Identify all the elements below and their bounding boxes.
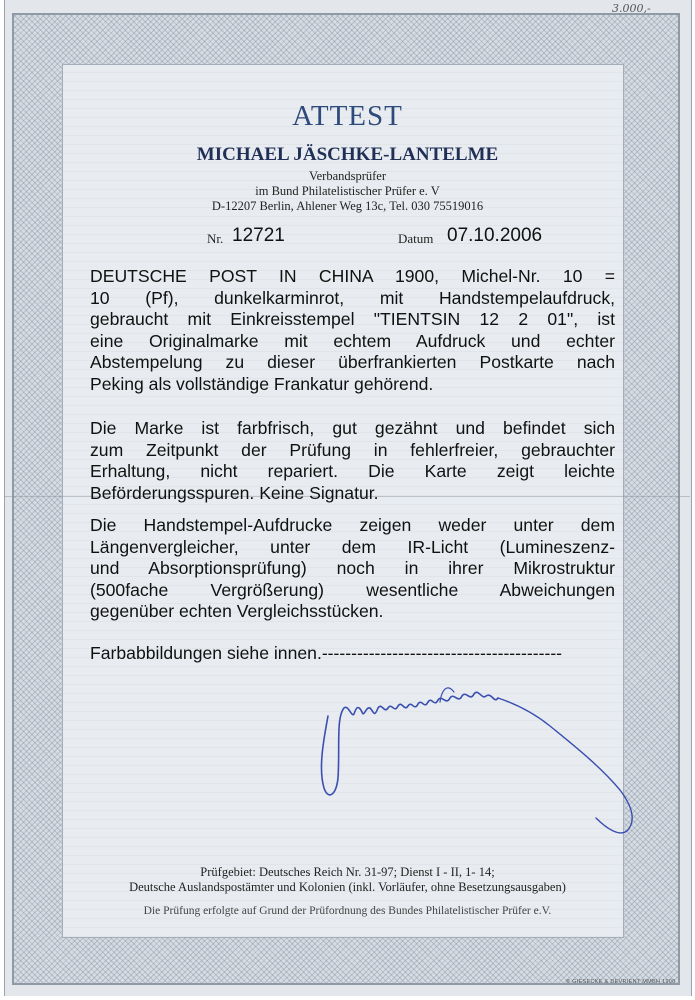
examiner-signature (310, 678, 645, 848)
printer-imprint: ® GIESECKE & DEVRIENT MMBH 1900 (566, 979, 676, 985)
certificate-number: 12721 (232, 225, 285, 246)
examiner-role: Verbandsprüfer (308, 169, 387, 183)
examiner-name: MICHAEL JÄSCHKE-LANTELME (196, 144, 499, 165)
date-label: Datum (398, 231, 434, 246)
text-line: zum Zeitpunkt der Prüfung in fehlerfreier, gebrauchter (90, 439, 615, 460)
certificate-title: ATTEST (292, 100, 403, 132)
paragraph-stamp-description (90, 266, 615, 395)
text-line: eine Originalmarke mit echtem Aufdruck und echter (90, 330, 615, 351)
examination-scope-line1: Prüfgebiet: Deutsches Reich Nr. 31-97; Dienst I - II, 1- 14; (200, 865, 495, 879)
text-line: Beförderungsspuren. Keine Signatur. (90, 482, 379, 503)
paragraph-examination (90, 515, 615, 623)
examination-scope-line2: Deutsche Auslandspostämter und Kolonien (inkl. Vorläufer, ohne Besetzungsausgaben) (129, 880, 566, 894)
text-line: Farbabbildungen siehe innen.----------------------------------------- (90, 643, 563, 663)
color-illustration-note (90, 643, 615, 665)
paragraph-condition (90, 418, 615, 504)
text-line: Die Handstempel-Aufdrucke zeigen weder unter dem (90, 515, 615, 535)
examiner-address: D-12207 Berlin, Ahlener Weg 13c, Tel. 030 75519016 (211, 199, 484, 213)
certificate-date: 07.10.2006 (447, 225, 543, 246)
examiner-association: im Bund Philatelistischer Prüfer e. V (255, 184, 440, 198)
text-line: Die Marke ist farbfrisch, gut gezähnt und befindet sich (90, 418, 615, 438)
text-line: (500fache Vergrößerung) wesentliche Abweichungen (90, 579, 615, 600)
nr-label: Nr. (207, 231, 224, 246)
regulation-notice: Die Prüfung erfolgte auf Grund der Prüfordnung des Bundes Philatelistischer Prüfer e.V. (143, 905, 552, 917)
text-line: gebraucht mit Einkreisstempel "TIENTSIN 12 2 01", ist (90, 309, 615, 329)
text-line: Erhaltung, nicht repariert. Die Karte zeigt leichte (90, 461, 615, 481)
text-line: Abstempelung zu dieser überfrankierten Postkarte nach (90, 352, 615, 372)
text-line: und Absorptionsprüfung) noch in ihrer Mikrostruktur (90, 558, 615, 578)
text-line: 10 (Pf), dunkelkarminrot, mit Handstempelaufdruck, (90, 287, 615, 308)
text-line: DEUTSCHE POST IN CHINA 1900, Michel-Nr. 10 = (90, 266, 615, 286)
text-line: gegenüber echten Vergleichsstücken. (90, 601, 384, 621)
text-line: Längenvergleicher, unter dem IR-Licht (Lumineszenz- (90, 536, 615, 557)
corner-price-note: 3.000,- (612, 2, 651, 15)
text-line: Peking als vollständige Frankatur gehörend. (90, 373, 434, 394)
